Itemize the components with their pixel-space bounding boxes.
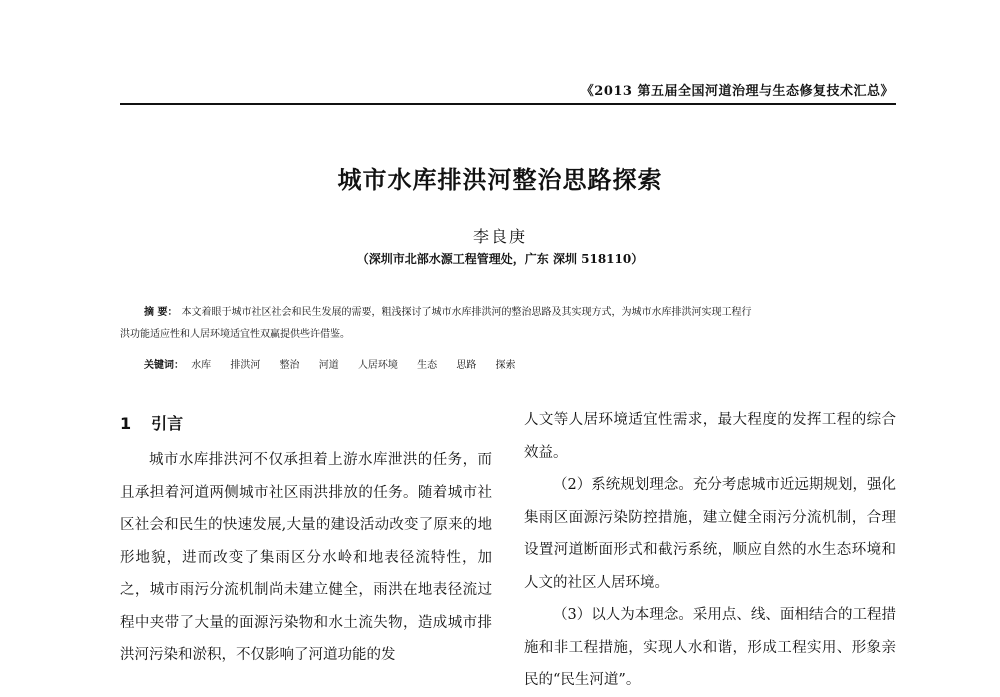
abstract xyxy=(120,302,900,346)
abstract-line-2: 洪功能适应性和人居环境适宜性双赢提供些许借鉴。 xyxy=(120,329,350,340)
keyword: 排洪河 xyxy=(230,360,261,371)
abstract-label: 摘 要： xyxy=(144,307,178,318)
running-head: 《2013 第五届全国河道治理与生态修复技术汇总》 xyxy=(580,84,894,99)
author-name: 李良庚 xyxy=(472,227,527,246)
keywords-label: 关键词： xyxy=(144,360,184,371)
abstract-line-1 xyxy=(120,302,900,324)
paper-title: 城市水库排洪河整治思路探索 xyxy=(337,166,663,194)
right-paragraph-3: （3）以人为本理念。采用点、线、面相结合的工程措施和非工程措施，实现人水和谐，形成工程实用、形象亲民的“民生河道”。 xyxy=(524,607,896,688)
intro-paragraph: 城市水库排洪河不仅承担着上游水库泄洪的任务，而且承担着河道两侧城市社区雨洪排放的任务。随着城市社区社会和民生的快速发展,大量的建设活动改变了原来的地形地貌，进而改变了集雨区分水岭和地表径流特性，加之，城市雨污分流机制尚未建立健全，雨洪在地表径流过程中夹带了大量的面源污染物和水土流失物，造成城市排洪河污染和淤积，不仅影响了河道功能的发 xyxy=(120,452,492,663)
abstract-text-1: 本文着眼于城市社区社会和民生发展的需要，粗浅探讨了城市水库排洪河的整治思路及其实现方式，为城市水库排洪河实现工程行 xyxy=(181,307,752,318)
right-column xyxy=(524,404,896,697)
keyword: 人居环境 xyxy=(357,360,398,371)
keyword: 整治 xyxy=(279,360,300,371)
section-title: 引言 xyxy=(151,414,184,433)
keywords xyxy=(144,356,532,371)
section-number: 1 xyxy=(120,414,132,433)
left-column xyxy=(120,404,492,672)
right-paragraph-1: 人文等人居环境适宜性需求，最大程度的发挥工程的综合效益。 xyxy=(524,412,896,461)
header-rule xyxy=(120,103,896,105)
keyword: 生态 xyxy=(417,360,438,371)
right-paragraph-2: （2）系统规划理念。充分考虑城市近远期规划，强化集雨区面源污染防控措施，建立健全雨污分流机制，合理设置河道断面形式和截污系统，顺应自然的水生态环境和人文的社区人居环境。 xyxy=(524,477,896,591)
keyword: 探索 xyxy=(495,360,516,371)
keyword: 河道 xyxy=(318,360,339,371)
keyword: 思路 xyxy=(456,360,477,371)
keyword: 水库 xyxy=(191,360,212,371)
section-heading xyxy=(120,404,492,444)
author-affiliation: （深圳市北部水源工程管理处，广东 深圳 518110） xyxy=(356,252,644,266)
